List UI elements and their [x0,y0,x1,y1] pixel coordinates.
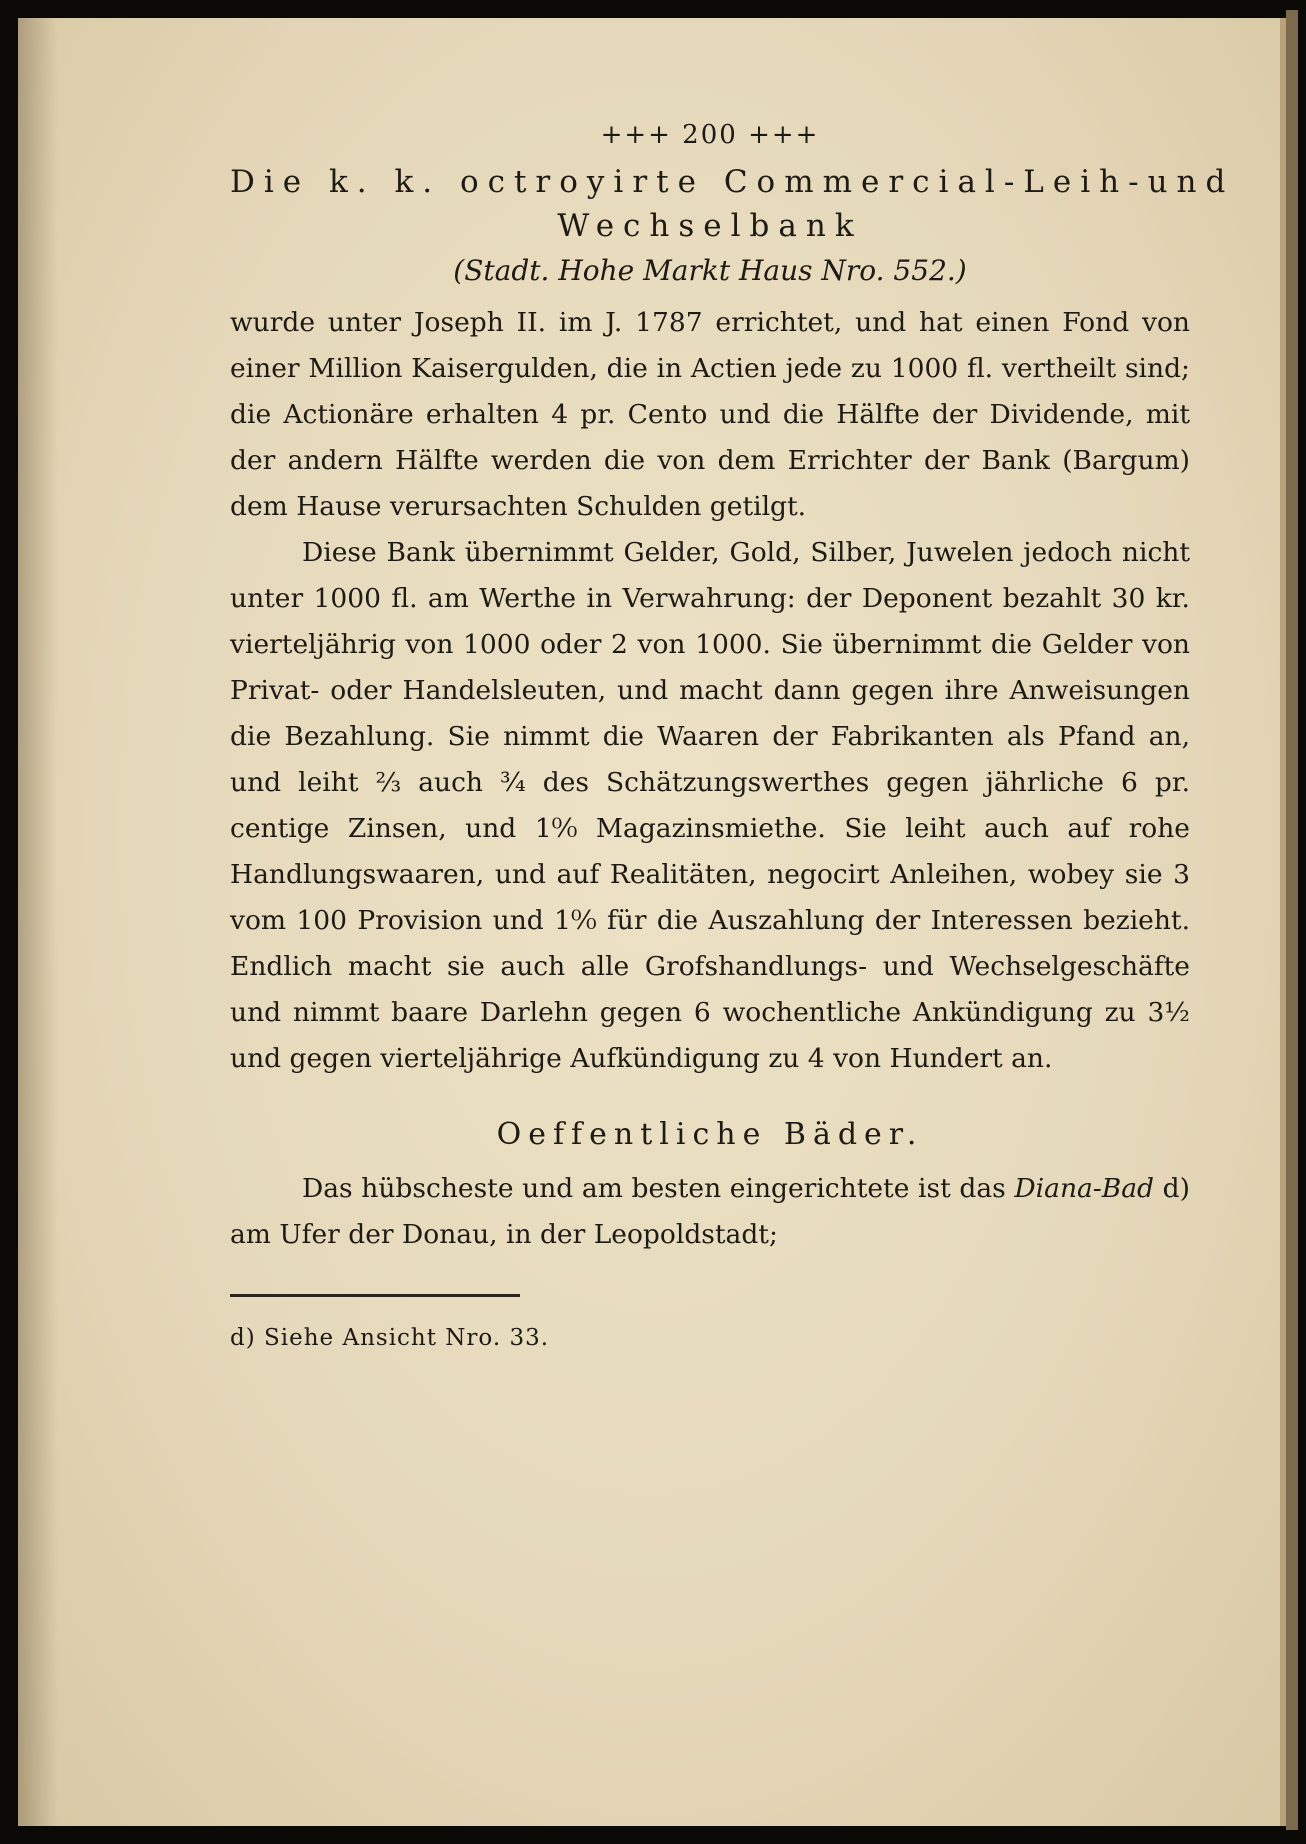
baths-text-end: am Ufer der Donau, in der Leopoldstadt; [230,1219,778,1250]
footnote-divider [230,1294,520,1297]
footnote-reference: d) [1162,1173,1190,1204]
paragraph-bank-services: Diese Bank übernimmt Gelder, Gold, Silber, Juwelen jedoch nicht unter 1000 fl. am Werthe in Verwahrung: der Deponent bezahlt 30 kr. vierteljährig von 1000 oder 2 von 1000. Sie übernimmt die Gelder von Privat- oder Handelsleuten, und macht dann gegen ihre Anweisungen die Bezahlung. Sie nimmt die Waaren der Fabrikanten als Pfand an, und leiht ⅔ auch ¾ des Schätzungswerthes gegen jährliche 6 pr. centige Zinsen, und 1⁰⁄₀ Magazinsmiethe. Sie leiht auch auf rohe Handlungswaaren, und auf Realitäten, negocirt Anleihen, wobey sie 3 vom 100 Provision und 1⁰⁄₀ für die Auszahlung der Interessen bezieht. Endlich macht sie auch alle Grofshandlungs- und Wechselgeschäfte und nimmt baare Darlehn gegen 6 wochentliche Ankündigung zu 3½ und gegen vierteljährige Aufkündigung zu 4 von Hundert an. [230,537,1190,1074]
footnote-text: d) Siehe Ansicht Nro. 33. [230,1325,550,1351]
diana-bad-term: Diana-Bad [1014,1173,1154,1204]
section-heading-baths: Oeffentliche Bäder. [496,1117,924,1152]
paragraph-baths [230,1166,1190,1258]
baths-text-start: Das hübscheste und am besten eingerichtete ist das [302,1173,1006,1204]
page-gutter-shadow [18,18,58,1826]
heading-line-1: Die k. k. octroyirte Commercial-Leih-und [230,164,1235,200]
heading-line-2: Wechselbank [557,208,863,244]
page-content [230,120,1235,1351]
page-edge [1286,10,1298,1830]
page-number: +++ 200 +++ [600,120,820,150]
heading-address: (Stadt. Hohe Markt Haus Nro. 552.) [453,254,967,287]
paragraph-bank-history: wurde unter Joseph II. im J. 1787 errichtet, und hat einen Fond von einer Million Kaisergulden, die in Actien jede zu 1000 fl. vertheilt sind; die Actionäre erhalten 4 pr. Cento und die Hälfte der Dividende, mit der andern Hälfte werden die von dem Errichter der Bank (Bargum) dem Hause verursachten Schulden getilgt. [230,307,1190,522]
